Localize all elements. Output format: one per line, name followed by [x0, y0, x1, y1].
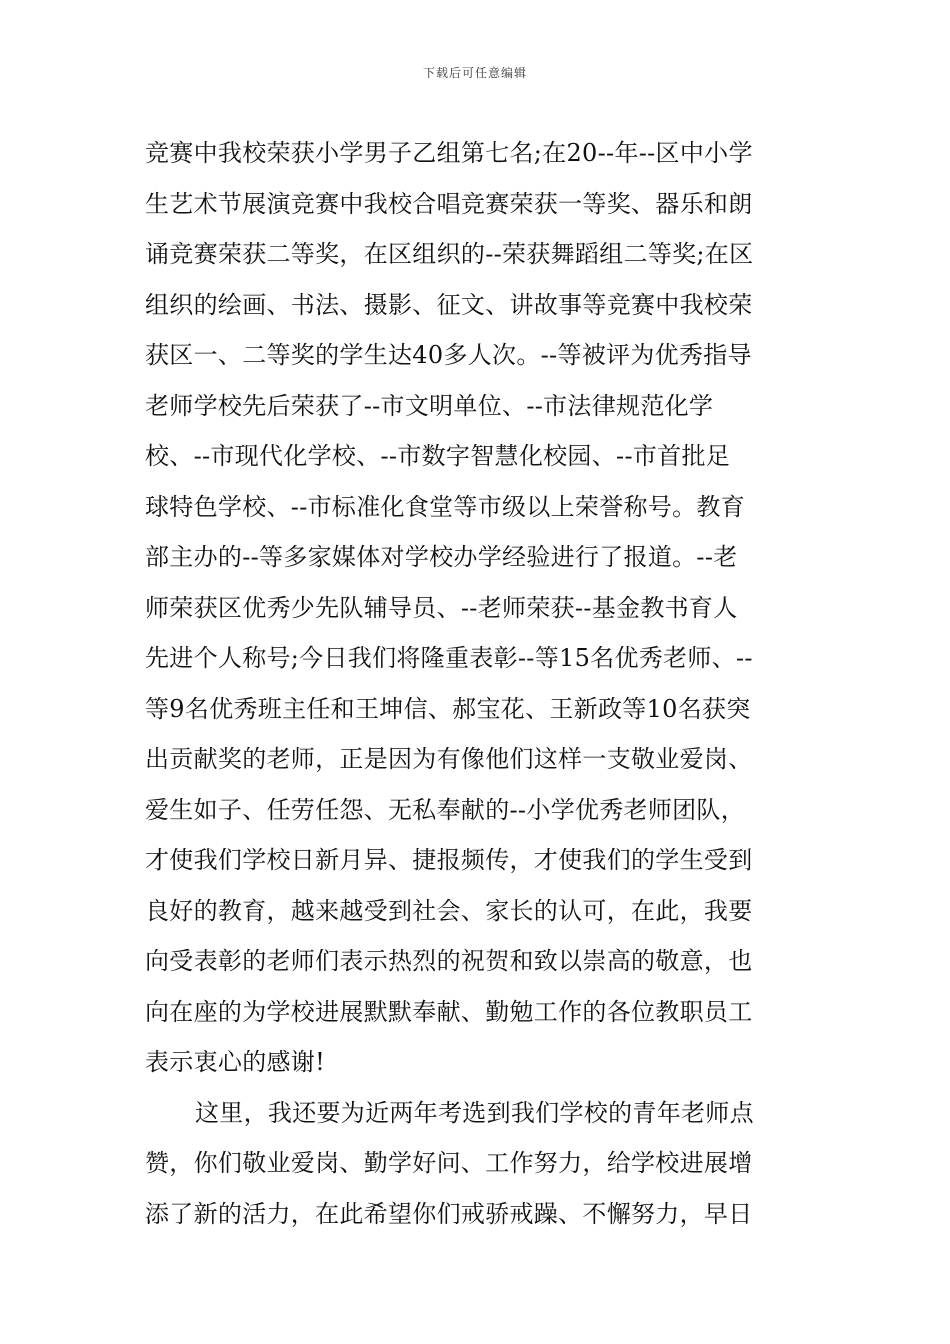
text-line: 表示衷心的感谢!	[145, 1048, 326, 1076]
text-line: 老师学校先后荣获了--市文明单位、--市法律规范化学	[145, 391, 714, 420]
text-line: 才使我们学校日新月异、捷报频传，才使我们的学生受到	[145, 846, 753, 874]
text-line: 赞，你们敬业爱岗、勤学好问、工作努力，给学校进展增	[145, 1149, 753, 1177]
text-line: 先进个人称号;今日我们将隆重表彰--等15名优秀老师、--	[145, 644, 753, 672]
text-line: 诵竞赛荣获二等奖，在区组织的--荣获舞蹈组二等奖;在区	[145, 240, 754, 268]
text-line: 球特色学校、--市标准化食堂等市级以上荣誉称号。教育	[145, 492, 746, 521]
text-line: 爱生如子、任劳任怨、无私奉献的--小学优秀老师团队，	[145, 795, 746, 824]
text-line: 校、--市现代化学校、--市数字智慧化校园、--市首批足	[145, 442, 731, 470]
text-line: 生艺术节展演竞赛中我校合唱竞赛荣获一等奖、器乐和朗	[145, 189, 753, 218]
text-line: 获区一、二等奖的学生达40多人次。--等被评为优秀指导	[145, 341, 752, 369]
document-body	[145, 128, 810, 1239]
paragraph-first-line: 这里，我还要为近两年考选到我们学校的青年老师点	[195, 1098, 754, 1127]
text-line: 向在座的为学校进展默默奉献、勤勉工作的各位教职员工	[145, 997, 753, 1026]
text-line: 添了新的活力，在此希望你们戒骄戒躁、不懈努力，早日	[145, 1199, 753, 1228]
text-line: 师荣获区优秀少先队辅导员、--老师荣获--基金教书育人	[145, 593, 738, 622]
text-line: 良好的教育，越来越受到社会、家长的认可，在此，我要	[145, 896, 753, 925]
text-line: 向受表彰的老师们表示热烈的祝贺和致以崇高的敬意，也	[145, 947, 753, 975]
text-line: 组织的绘画、书法、摄影、征文、讲故事等竞赛中我校荣	[145, 290, 753, 319]
text-line: 部主办的--等多家媒体对学校办学经验进行了报道。--老	[145, 543, 738, 571]
page-header: 下载后可任意编辑	[422, 66, 527, 80]
text-line: 等9名优秀班主任和王坤信、郝宝花、王新政等10名获突	[145, 694, 751, 723]
text-line: 竞赛中我校荣获小学男子乙组第七名;在20--年--区中小学	[145, 139, 753, 167]
text-line: 出贡献奖的老师，正是因为有像他们这样一支敬业爱岗、	[145, 745, 753, 773]
